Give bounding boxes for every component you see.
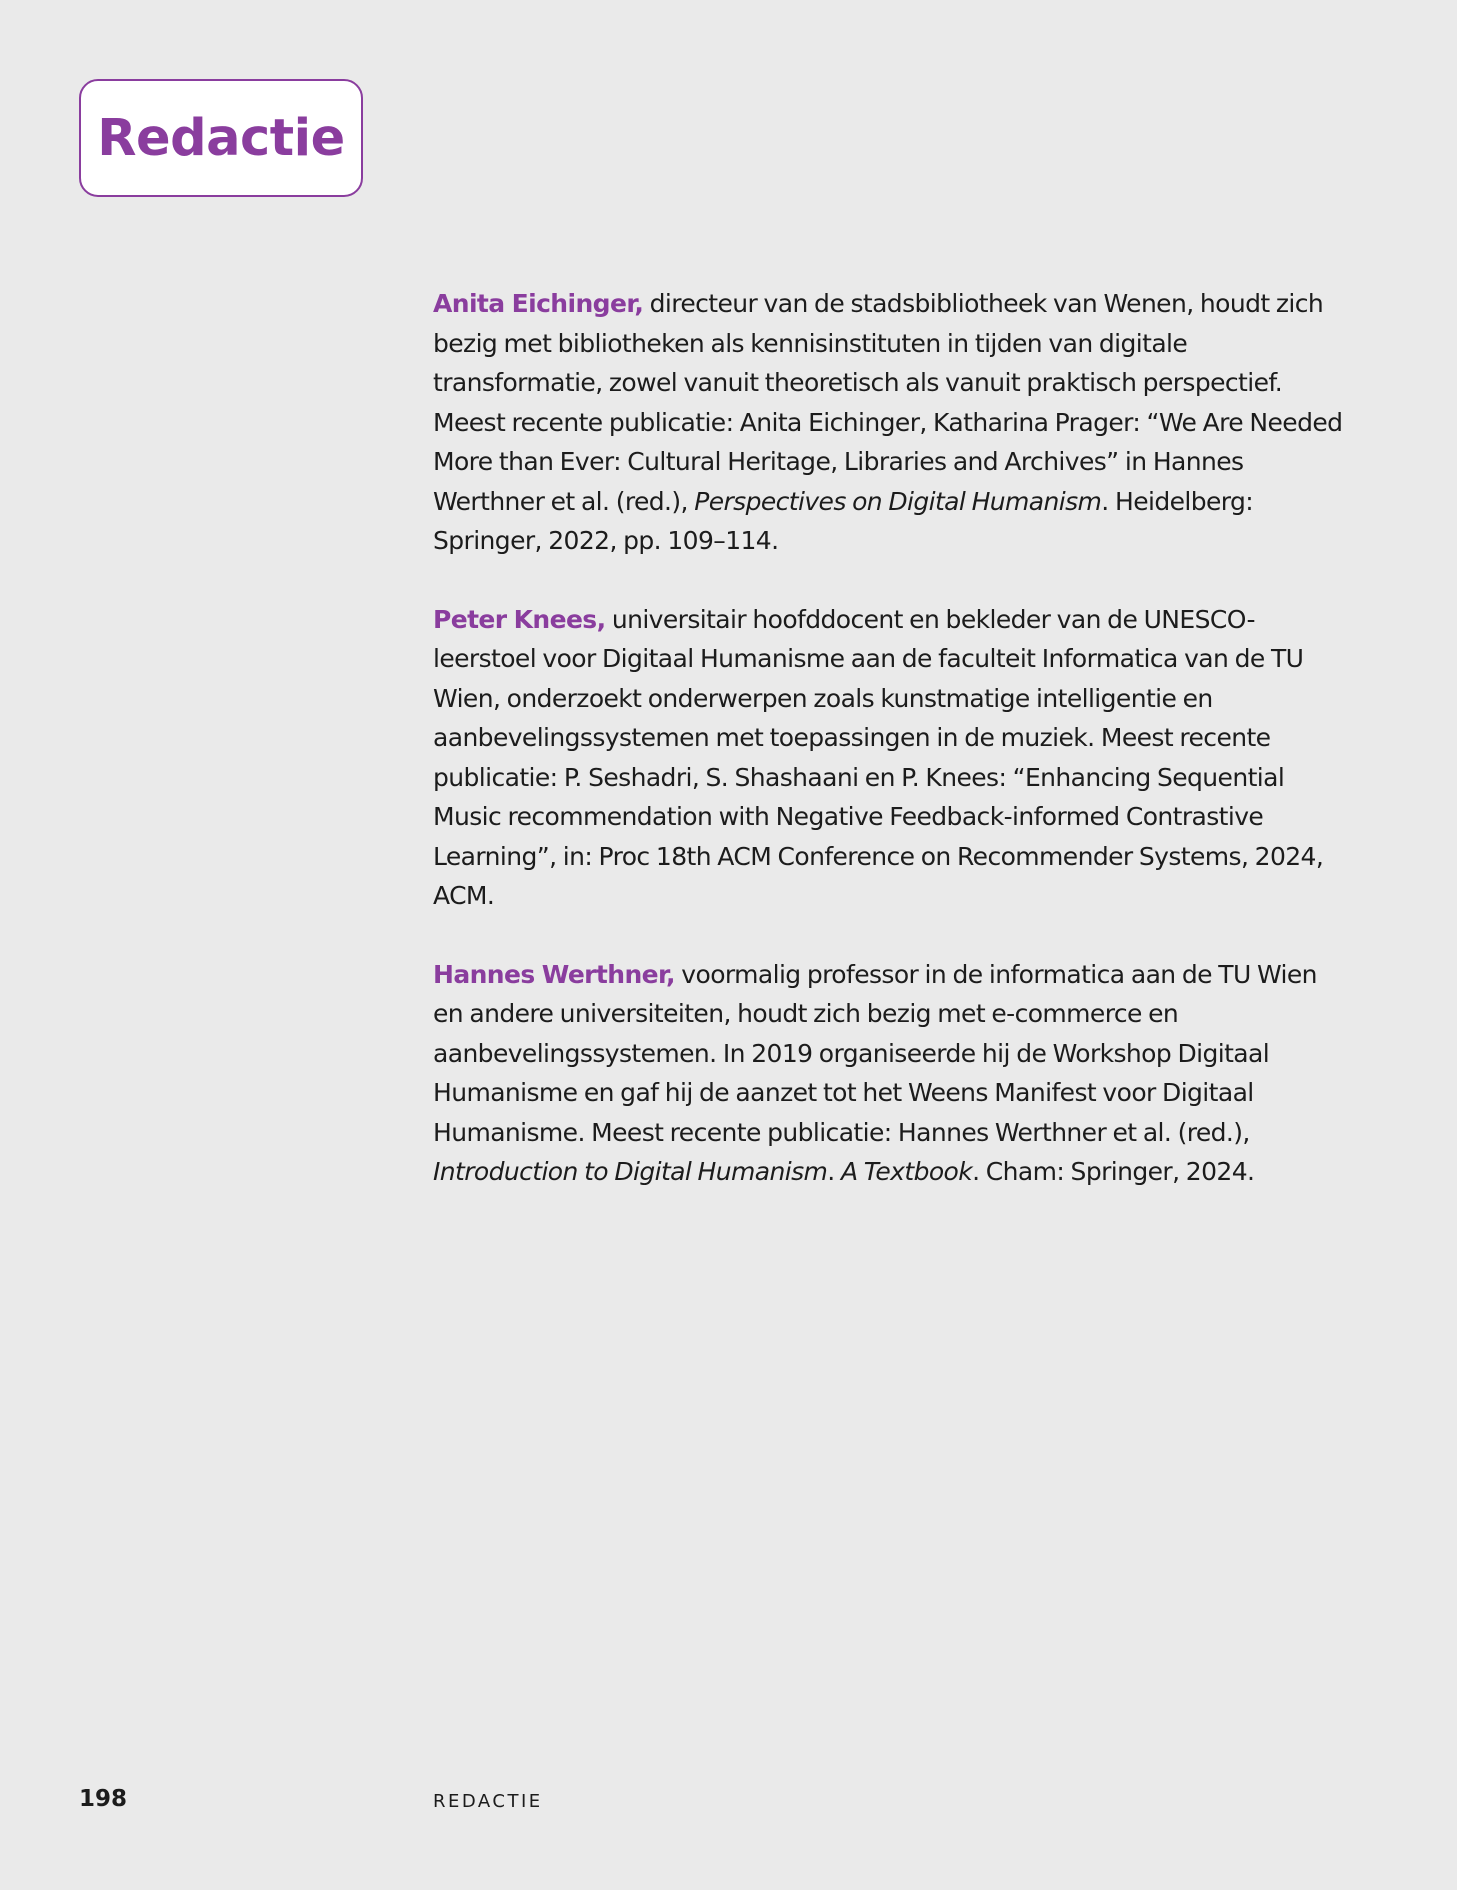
bios-container bbox=[433, 284, 1353, 1231]
page-number: 198 bbox=[79, 1786, 128, 1812]
bio-text: universitair hoofddocent en bekleder van de UNESCO-leerstoel voor Digitaal Humanisme aan de faculteit Informatica van de TU Wien, onderzoekt onderwerpen zoals kunstmatige intelligentie en aanbevelingssystemen met toepassingen in de muziek. Meest recente publicatie: P. Seshadri, S. Shashaani en P. Knees: “Enhancing Sequential Music recommendation with Negative Feedback-informed Contrastive Learning”, in: Proc 18th ACM Conference on Recommender Systems, 2024, ACM. bbox=[433, 604, 1324, 910]
bio-publication-subtitle: A Textbook bbox=[840, 1157, 973, 1186]
bio-publication-title: Perspectives on Digital Humanism bbox=[694, 486, 1102, 516]
section-title: Redactie bbox=[97, 108, 345, 168]
running-header: REDACTIE bbox=[433, 1791, 543, 1812]
bio-text: directeur van de stadsbibliotheek van Wenen, houdt zich bezig met bibliotheken als kennisinstituten in tijden van digitale transformatie, zowel vanuit theoretisch als vanuit praktisch perspectief. Meest recente publicatie: Anita Eichinger, Katharina Prager: “We Are Needed More than Ever: Cultural Heritage, Libraries and Archives” in Hannes Werthner et al. (red.), bbox=[433, 289, 1343, 516]
bio-peter-knees bbox=[433, 600, 1353, 916]
bio-text: . Cham: Springer, 2024. bbox=[972, 1157, 1255, 1186]
bio-text: . bbox=[827, 1157, 841, 1186]
bio-name: Peter Knees, bbox=[433, 604, 606, 634]
section-title-box bbox=[79, 79, 363, 197]
bio-text: voormalig professor in de informatica aan de TU Wien en andere universiteiten, houdt zich bezig met e-commerce en aanbevelingssystemen. In 2019 organiseerde hij de Workshop Digitaal Humanisme en gaf hij de aanzet tot het Weens Manifest voor Digitaal Humanisme. Meest recente publicatie: Hannes Werthner et al. (red.), bbox=[433, 959, 1317, 1147]
bio-name: Anita Eichinger, bbox=[433, 289, 644, 318]
bio-publication-title: Introduction to Digital Humanism bbox=[433, 1157, 828, 1186]
bio-anita-eichinger bbox=[433, 284, 1353, 561]
bio-name: Hannes Werthner, bbox=[433, 959, 675, 989]
bio-text: . Heidelberg: Springer, 2022, pp. 109–114. bbox=[433, 486, 1254, 555]
bio-hannes-werthner bbox=[433, 955, 1353, 1192]
